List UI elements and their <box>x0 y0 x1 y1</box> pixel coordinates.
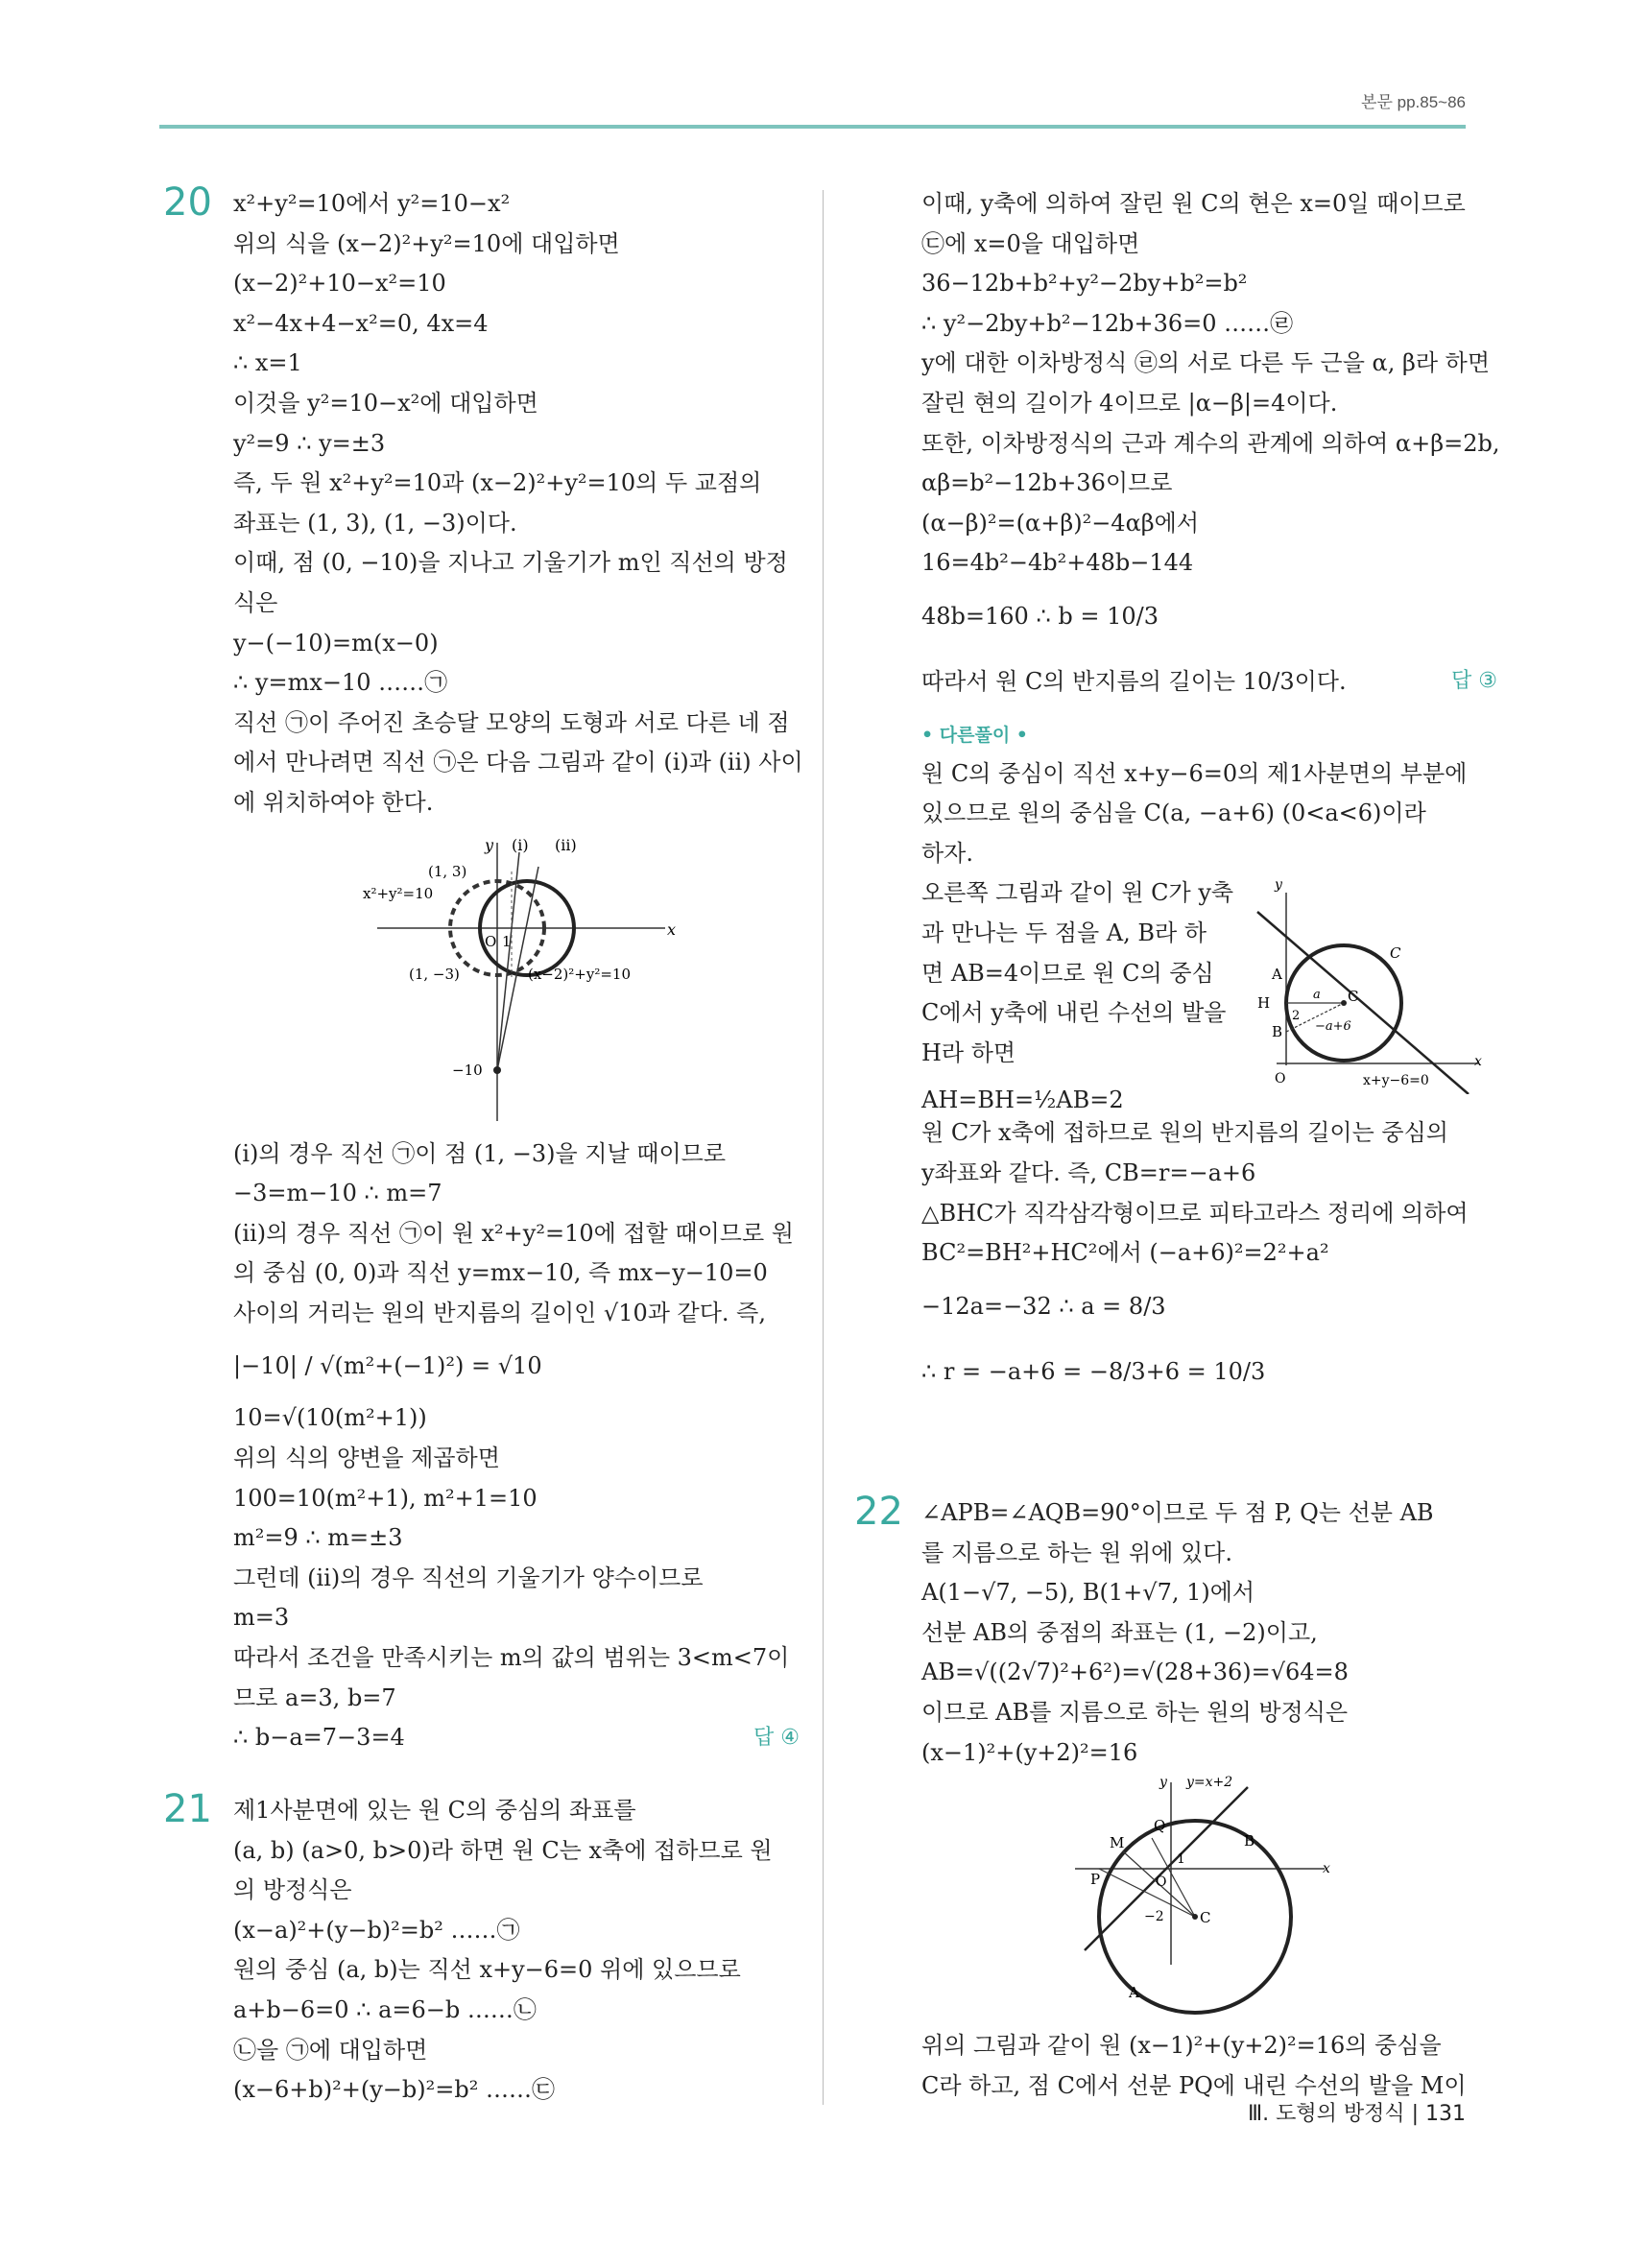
text-line: 원 C의 중심이 직선 x+y−6=0의 제1사분면의 부분에 <box>921 759 1468 787</box>
point-H-label: H <box>1257 994 1271 1013</box>
text-line: 이므로 AB를 지름으로 하는 원의 방정식은 <box>921 1698 1349 1726</box>
text-line: (ⅱ)의 경우 직선 ㉠이 원 x²+y²=10에 접할 때이므로 원 <box>233 1219 794 1247</box>
text-line: y−(−10)=m(x−0) <box>233 629 439 657</box>
text-line: (a, b) (a>0, b>0)라 하면 원 C는 x축에 접하므로 원 <box>233 1836 773 1864</box>
text-line: 좌표는 (1, 3), (1, −3)이다. <box>233 509 517 537</box>
problem-20-number: 20 <box>163 180 212 225</box>
point-B-label: B <box>1272 1023 1283 1041</box>
problem-20-body <box>233 184 803 1758</box>
line-i-label: (ⅰ) <box>512 835 529 854</box>
fraction-line: |−10| / √(m²+(−1)²) = √10 <box>233 1352 542 1380</box>
text-line: ∴ y=mx−10 ……㉠ <box>233 669 448 697</box>
text-line: 제1사분면에 있는 원 C의 중심의 좌표를 <box>233 1797 636 1824</box>
text-line: 에서 만나려면 직선 ㉠은 다음 그림과 같이 (ⅰ)과 (ⅱ) 사이 <box>233 749 803 776</box>
text-line: x²−4x+4−x²=0, 4x=4 <box>233 309 489 337</box>
center-C-label: C <box>1348 988 1359 1006</box>
text-line: 있으므로 원의 중심을 C(a, −a+6) (0<a<6)이라 <box>921 800 1426 827</box>
text-line: (x−1)²+(y+2)²=16 <box>921 1738 1138 1766</box>
problem-21-body-left <box>233 1791 800 2111</box>
text-line: BC²=BH²+HC²에서 (−a+6)²=2²+a² <box>921 1239 1329 1267</box>
text-line: −3=m−10 ∴ m=7 <box>233 1180 442 1207</box>
text-line: y좌표와 같다. 즉, CB=r=−a+6 <box>921 1158 1256 1186</box>
text-line: 이때, y축에 의하여 잘린 원 C의 현은 x=0일 때이므로 <box>921 190 1466 217</box>
text-line: 선분 AB의 중점의 좌표는 (1, −2)이고, <box>921 1618 1318 1646</box>
problem-22-number: 22 <box>854 1490 903 1534</box>
text-line: 48b=160 ∴ b = 10/3 <box>921 602 1159 630</box>
text-line: 사이의 거리는 원의 반지름의 길이인 √10과 같다. 즉, <box>233 1299 766 1326</box>
x-axis-label: x <box>667 919 677 939</box>
alt-figure-block <box>921 873 1497 1113</box>
text-line: 므로 a=3, b=7 <box>233 1683 396 1711</box>
text-line: 원의 중심 (a, b)는 직선 x+y−6=0 위에 있으므로 <box>233 1956 741 1984</box>
origin-label: O <box>1156 1874 1167 1891</box>
point-bottom-label: (1, −3) <box>409 965 460 983</box>
text-line: m=3 <box>233 1604 290 1632</box>
line-ii-label: (ⅱ) <box>555 835 577 854</box>
text-line: x²+y²=10에서 y²=10−x² <box>233 190 511 217</box>
line-label: y=x+2 <box>1186 1775 1233 1791</box>
text-line: (x−2)²+10−x²=10 <box>233 270 446 298</box>
text-line: 의 방정식은 <box>233 1876 352 1904</box>
text-line: 면 AB=4이므로 원 C의 중심 <box>921 959 1214 987</box>
text-line: (α−β)²=(α+β)²−4αβ에서 <box>921 509 1200 537</box>
problem-21-number: 21 <box>163 1787 212 1831</box>
text-line: y²=9 ∴ y=±3 <box>233 429 386 457</box>
answer-badge: 답 ③ <box>1451 668 1497 693</box>
text-line: △BHC가 직각삼각형이므로 피타고라스 정리에 의하여 <box>921 1199 1469 1227</box>
text-line: −12a=−32 ∴ a = 8/3 <box>921 1292 1166 1320</box>
line-label: x+y−6=0 <box>1363 1073 1429 1089</box>
segment-a-label: a <box>1313 988 1321 1003</box>
problem-22-figure <box>921 1773 1497 2022</box>
text-line: 의 중심 (0, 0)과 직선 y=mx−10, 즉 mx−y−10=0 <box>233 1259 768 1287</box>
segment-2-label: 2 <box>1292 1009 1301 1024</box>
point-M-label: M <box>1110 1834 1125 1852</box>
text-line: 따라서 조건을 만족시키는 m의 값의 범위는 3<m<7이 <box>233 1644 790 1672</box>
text-line: AB=√((2√7)²+6²)=√(28+36)=√64=8 <box>921 1659 1349 1686</box>
page-reference: 본문 pp.85~86 <box>1361 93 1466 111</box>
text-line <box>233 1718 800 1758</box>
y-axis-label: y <box>1275 877 1282 894</box>
tick-minus2-label: −2 <box>1144 1909 1164 1925</box>
final-expression: ∴ b−a=7−3=4 <box>233 1724 405 1752</box>
text-line: C에서 y축에 내린 수선의 발을 <box>921 999 1227 1027</box>
circle-C-label: C <box>1390 944 1401 963</box>
text-line <box>921 649 1497 714</box>
x-axis-label: x <box>1323 1861 1330 1877</box>
circle2-label: (x−2)²+y²=10 <box>528 965 631 983</box>
text-line: 위의 식의 양변을 제곱하면 <box>233 1444 500 1472</box>
text-line: H라 하면 <box>921 1039 1016 1066</box>
point-B-label: B <box>1244 1832 1255 1850</box>
point-A-label: A <box>1272 966 1282 984</box>
point-A-label: A <box>1129 1984 1139 2002</box>
origin-label: O <box>1275 1071 1286 1087</box>
page-footer: Ⅲ. 도형의 방정식 | 131 <box>1247 2102 1466 2126</box>
alt-solution-title <box>921 714 1497 754</box>
x-axis-label: x <box>1474 1054 1482 1070</box>
text-line: 위의 그림과 같이 원 (x−1)²+(y+2)²=16의 중심을 <box>921 2032 1442 2060</box>
text-line: 이때, 점 (0, −10)을 지나고 기울기가 m인 직선의 방정 <box>233 549 788 577</box>
answer-badge: 답 ④ <box>753 1726 800 1751</box>
y-axis-label: y <box>485 835 494 854</box>
text-line: ∴ y²−2by+b²−12b+36=0 ……㉣ <box>921 309 1294 337</box>
text-line: AH=BH=½AB=2 <box>921 1086 1124 1114</box>
text-line: ∠APB=∠AQB=90°이므로 두 점 P, Q는 선분 AB <box>921 1499 1434 1526</box>
tick-one-label: 1 <box>1177 1851 1185 1868</box>
center-C-label: C <box>1200 1909 1211 1927</box>
text-line: a+b−6=0 ∴ a=6−b ……㉡ <box>233 1995 537 2023</box>
text-line: 또한, 이차방정식의 근과 계수의 관계에 의하여 α+β=2b, <box>921 429 1500 457</box>
text-line: (ⅰ)의 경우 직선 ㉠이 점 (1, −3)을 지날 때이므로 <box>233 1139 727 1167</box>
circle1-label: x²+y²=10 <box>363 884 434 902</box>
text-line: 잘린 현의 길이가 4이므로 |α−β|=4이다. <box>921 389 1338 417</box>
problem-20-figure <box>233 824 800 1131</box>
text-line: 즉, 두 원 x²+y²=10과 (x−2)²+y²=10의 두 교점의 <box>233 469 762 497</box>
text-line: ㉡을 ㉠에 대입하면 <box>233 2036 428 2064</box>
text-line: 를 지름으로 하는 원 위에 있다. <box>921 1539 1232 1566</box>
text-line: 그런데 (ⅱ)의 경우 직선의 기울기가 양수이므로 <box>233 1564 704 1591</box>
top-rule <box>159 125 1466 129</box>
column-divider <box>823 190 824 2105</box>
text-line: 직선 ㉠이 주어진 초승달 모양의 도형과 서로 다른 네 점 <box>233 708 790 736</box>
point-P-label: P <box>1090 1871 1101 1889</box>
text-line: 에 위치하여야 한다. <box>233 788 434 816</box>
text-line: 식은 <box>233 588 278 616</box>
problem-21-body-right <box>921 184 1500 1404</box>
text-line: 과 만나는 두 점을 A, B라 하 <box>921 919 1207 946</box>
text-line: 100=10(m²+1), m²+1=10 <box>233 1484 538 1512</box>
text-line: 오른쪽 그림과 같이 원 C가 y축 <box>921 879 1234 907</box>
text-line: 10=√(10(m²+1)) <box>233 1404 427 1432</box>
text-line: 36−12b+b²+y²−2by+b²=b² <box>921 270 1248 298</box>
radius-label: −a+6 <box>1315 1019 1351 1035</box>
text-line: ∴ x=1 <box>233 349 302 377</box>
problem-21-figure <box>1248 873 1488 1094</box>
y-intercept-label: −10 <box>452 1061 483 1079</box>
text-line: ㉢에 x=0을 대입하면 <box>921 229 1140 257</box>
text-line: (x−6+b)²+(y−b)²=b² ……㉢ <box>233 2076 555 2104</box>
text-line: 위의 식을 (x−2)²+y²=10에 대입하면 <box>233 229 620 257</box>
text-line: 원 C가 x축에 접하므로 원의 반지름의 길이는 중심의 <box>921 1119 1448 1147</box>
problem-22-body <box>921 1493 1497 2106</box>
text-line: C라 하고, 점 C에서 선분 PQ에 내린 수선의 발을 M이 <box>921 2071 1467 2099</box>
text-line: ∴ r = −a+6 = −8/3+6 = 10/3 <box>921 1357 1266 1385</box>
text-line: m²=9 ∴ m=±3 <box>233 1524 403 1552</box>
text-line: 16=4b²−4b²+48b−144 <box>921 549 1194 577</box>
text-line: 하자. <box>921 839 973 867</box>
conclusion-text: 따라서 원 C의 반지름의 길이는 10/3이다. <box>921 667 1347 695</box>
alt-solution-label: • 다른풀이 • <box>921 724 1028 746</box>
origin-label: O <box>485 932 497 950</box>
y-axis-label: y <box>1159 1775 1167 1791</box>
tick-one-label: 1 <box>502 932 512 950</box>
point-top-label: (1, 3) <box>428 862 467 880</box>
point-Q-label: Q <box>1154 1817 1166 1835</box>
text-line: A(1−√7, −5), B(1+√7, 1)에서 <box>921 1579 1255 1607</box>
text-line: (x−a)²+(y−b)²=b² ……㉠ <box>233 1916 520 1944</box>
text-line: 이것을 y²=10−x²에 대입하면 <box>233 389 538 417</box>
text-line: αβ=b²−12b+36이므로 <box>921 469 1173 497</box>
text-line: y에 대한 이차방정식 ㉣의 서로 다른 두 근을 α, β라 하면 <box>921 349 1491 377</box>
